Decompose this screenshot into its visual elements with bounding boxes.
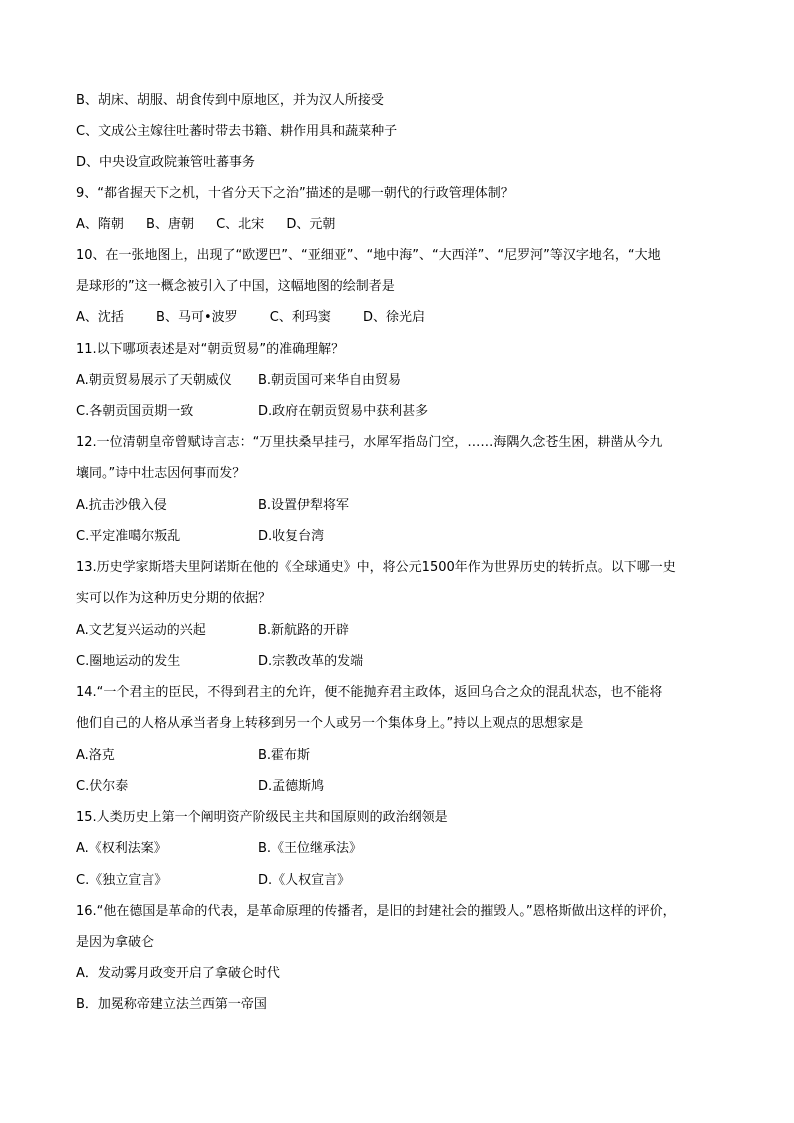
q14-stem-line1: 14.“一个君主的臣民，不得到君主的允许，便不能抛弃君主政体，返回乌合之众的混乱状态，也不能将 xyxy=(76,685,663,700)
q13-option-c: C.圈地运动的发生 xyxy=(76,654,181,669)
q9-option-c: C、北宋 xyxy=(216,217,265,232)
q12-option-b: B.设置伊犁将军 xyxy=(258,498,350,513)
q13-option-a: A.文艺复兴运动的兴起 xyxy=(76,623,206,638)
q10-option-a: A、沈括 xyxy=(76,310,124,325)
q9-stem: 9、“都省握天下之机，十省分天下之治”描述的是哪一朝代的行政管理体制？ xyxy=(76,186,514,201)
q14-option-a: A.洛克 xyxy=(76,748,115,763)
q8-option-d: D、中央设宣政院兼管吐蕃事务 xyxy=(76,155,256,170)
q13-option-b: B.新航路的开辟 xyxy=(258,623,350,638)
q13-stem-line1: 13.历史学家斯塔夫里阿诺斯在他的《全球通史》中，将公元1500年作为世界历史的转折点。以下哪一史 xyxy=(76,560,676,575)
q15-option-b: B.《王位继承法》 xyxy=(258,841,363,856)
q11-option-d: D.政府在朝贡贸易中获利甚多 xyxy=(258,404,429,419)
q12-option-c: C.平定准噶尔叛乱 xyxy=(76,529,181,544)
q14-option-b: B.霍布斯 xyxy=(258,748,311,763)
q12-stem-line2: 壤同。”诗中壮志因何事而发？ xyxy=(76,466,246,481)
q15-option-a: A.《权利法案》 xyxy=(76,841,167,856)
q10-stem-line2: 是球形的”这一概念被引入了中国，这幅地图的绘制者是 xyxy=(76,279,395,294)
q12-option-d: D.收复台湾 xyxy=(258,529,325,544)
q16-option-a: A．发动雾月政变开启了拿破仑时代 xyxy=(76,966,280,981)
q11-option-a: A.朝贡贸易展示了天朝威仪 xyxy=(76,373,232,388)
q8-option-c: C、文成公主嫁往吐蕃时带去书籍、耕作用具和蔬菜种子 xyxy=(76,124,398,139)
q9-option-b: B、唐朝 xyxy=(146,217,194,232)
q9-option-a: A、隋朝 xyxy=(76,217,124,232)
q12-stem-line1: 12.一位清朝皇帝曾赋诗言志：“万里扶桑早挂弓，水犀军指岛门空，……海隅久念苍生困，耕凿从今九 xyxy=(76,435,663,450)
q11-stem: 11.以下哪项表述是对“朝贡贸易”的准确理解？ xyxy=(76,342,345,357)
q10-stem-line1: 10、在一张地图上，出现了“欧逻巴”、“亚细亚”、“地中海”、“大西洋”、“尼罗河”等汉字地名，“大地 xyxy=(76,248,661,263)
q15-stem: 15.人类历史上第一个阐明资产阶级民主共和国原则的政治纲领是 xyxy=(76,810,448,825)
q11-option-c: C.各朝贡国贡期一致 xyxy=(76,404,194,419)
q9-options xyxy=(76,216,335,234)
q15-option-c: C.《独立宣言》 xyxy=(76,873,168,888)
q14-option-c: C.伏尔泰 xyxy=(76,779,129,794)
q16-option-b: B．加冕称帝建立法兰西第一帝国 xyxy=(76,997,267,1012)
q10-option-b: B、马可•波罗 xyxy=(156,310,238,325)
q10-option-c: C、利玛窦 xyxy=(269,310,331,325)
q9-option-d: D、元朝 xyxy=(286,217,336,232)
q13-option-d: D.宗教改革的发端 xyxy=(258,654,364,669)
q10-options xyxy=(76,309,425,327)
q8-option-b: B、胡床、胡服、胡食传到中原地区，并为汉人所接受 xyxy=(76,93,384,108)
q13-stem-line2: 实可以作为这种历史分期的依据？ xyxy=(76,591,272,606)
q10-option-d: D、徐光启 xyxy=(363,310,426,325)
q11-option-b: B.朝贡国可来华自由贸易 xyxy=(258,373,402,388)
q16-stem-line1: 16.“他在德国是革命的代表，是革命原理的传播者，是旧的封建社会的摧毁人。”恩格斯做出这样的评价， xyxy=(76,904,676,919)
q12-option-a: A.抗击沙俄入侵 xyxy=(76,498,167,513)
q14-stem-line2: 他们自己的人格从承当者身上转移到另一个人或另一个集体身上。”持以上观点的思想家是 xyxy=(76,716,584,731)
q16-stem-line2: 是因为拿破仑 xyxy=(76,935,155,950)
q15-option-d: D.《人权宣言》 xyxy=(258,873,351,888)
q14-option-d: D.孟德斯鸠 xyxy=(258,779,325,794)
